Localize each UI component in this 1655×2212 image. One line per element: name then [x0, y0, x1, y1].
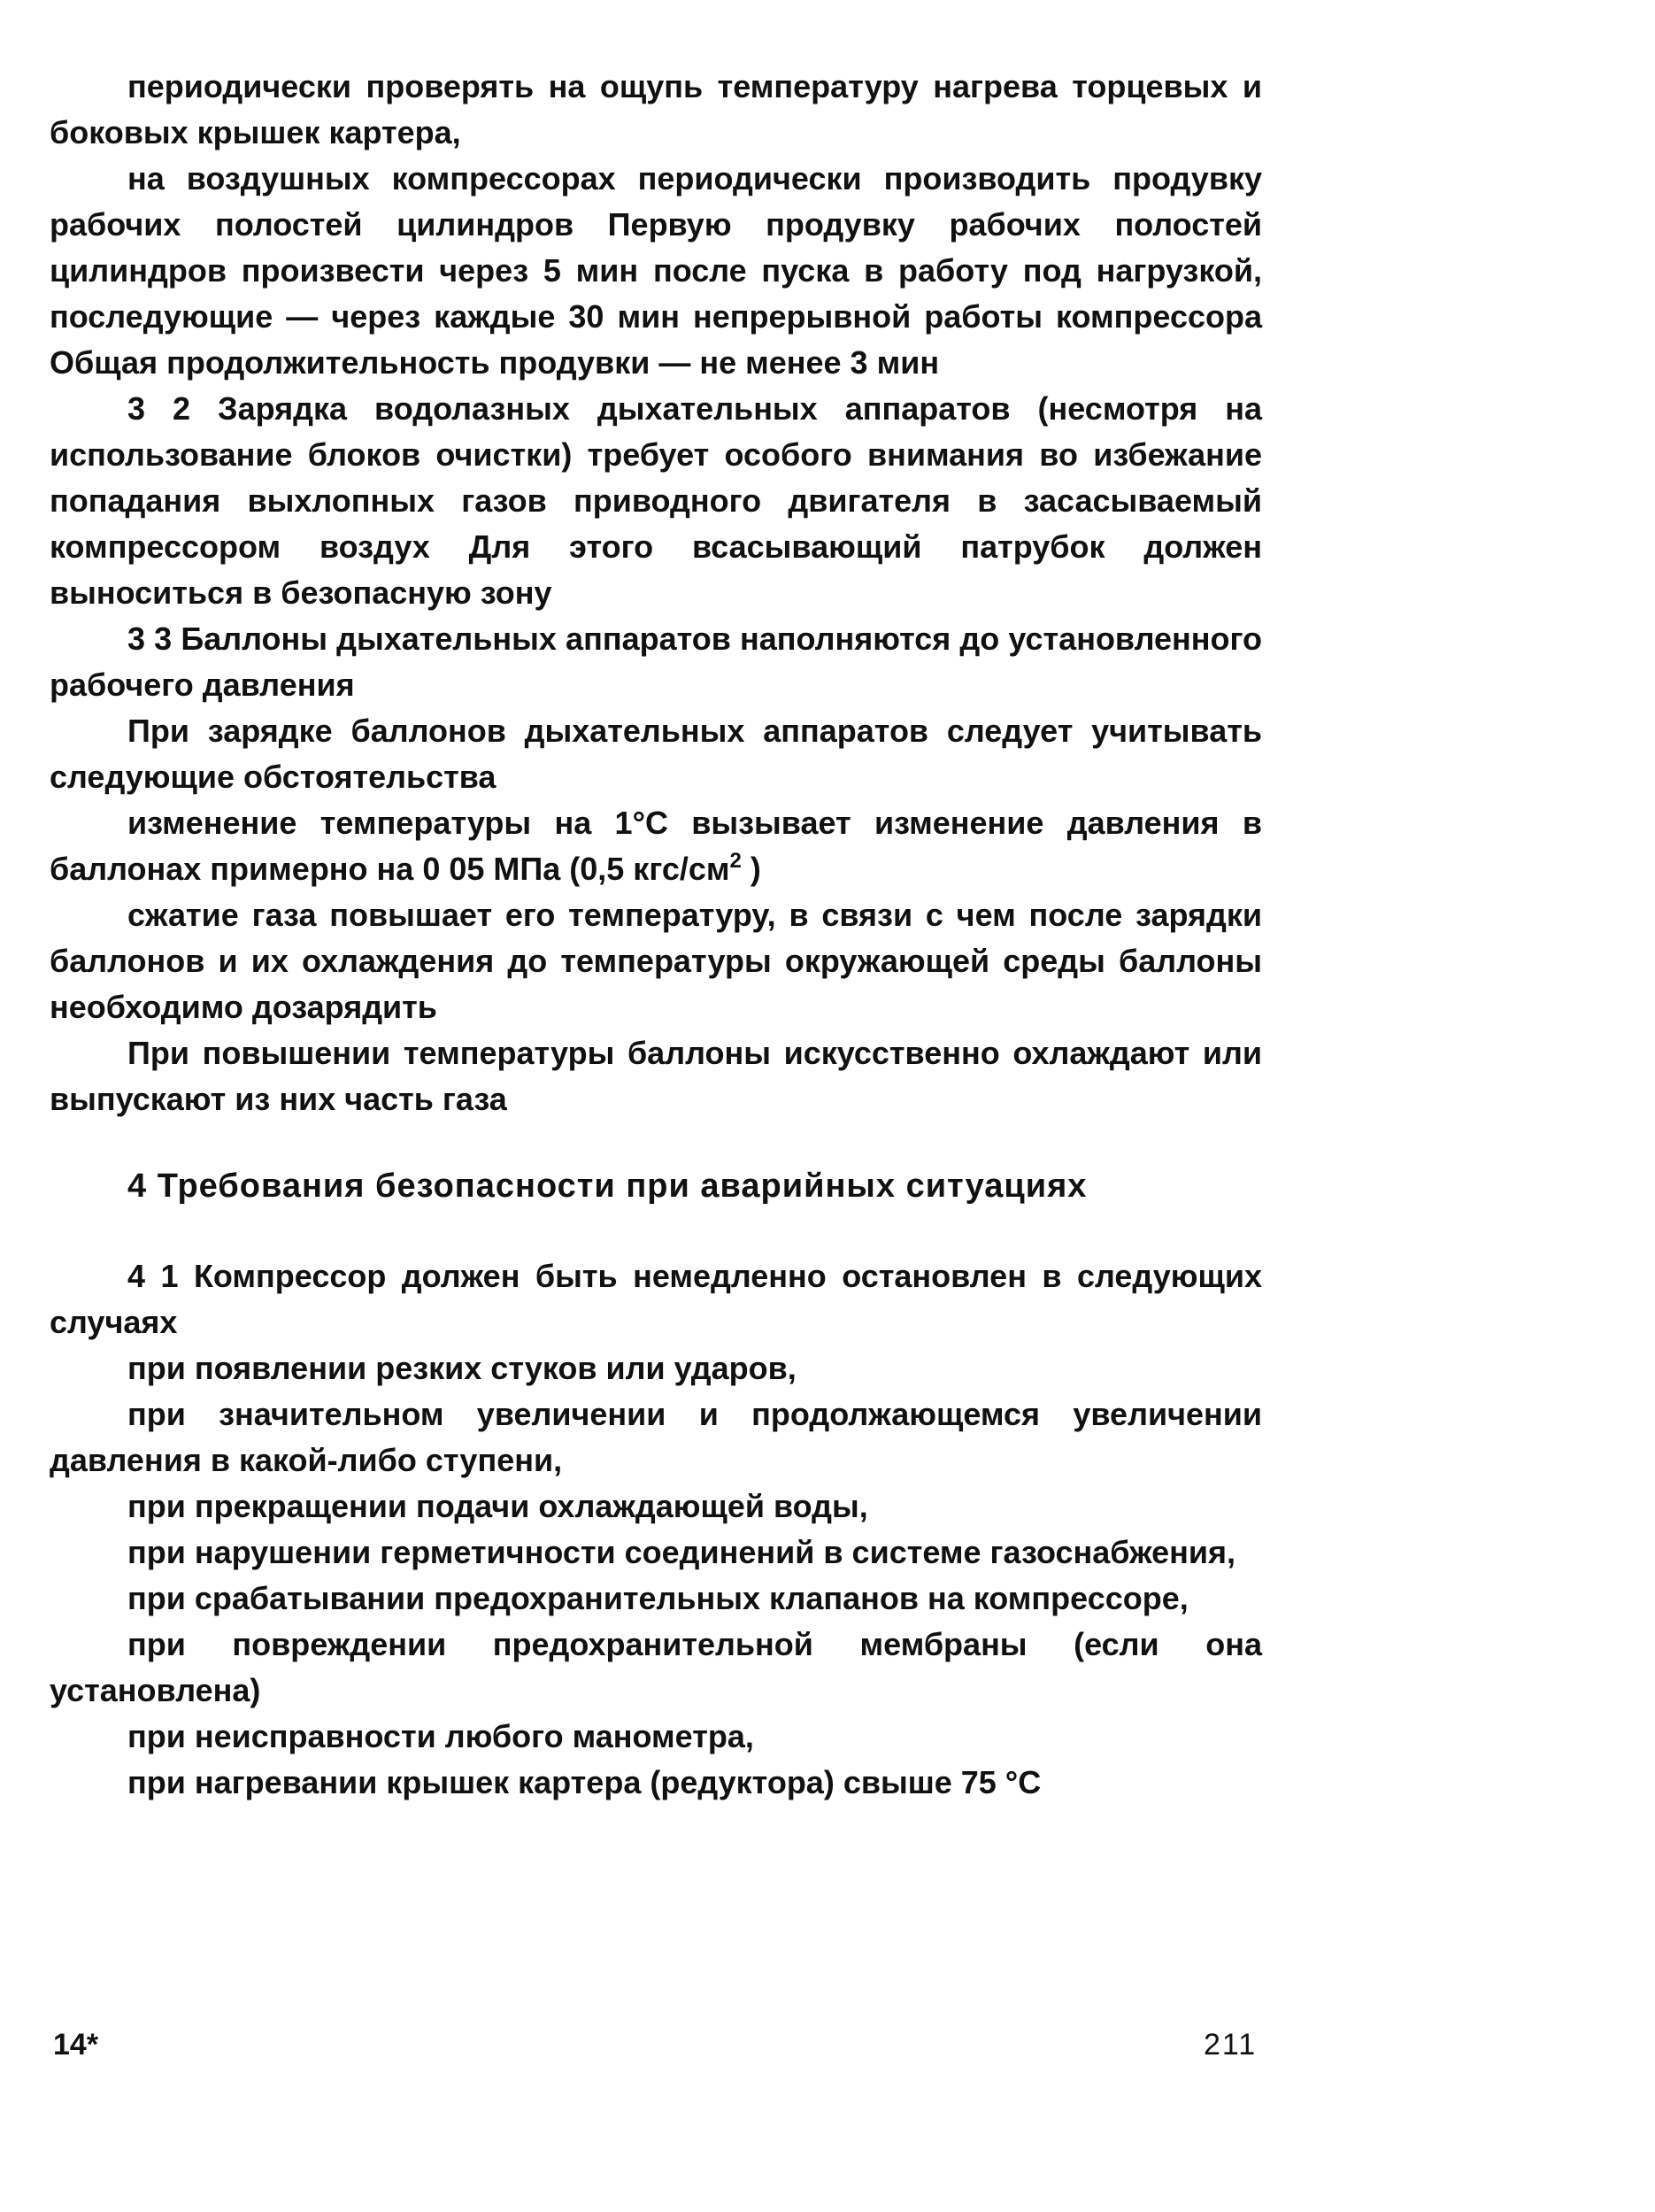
list-item-manometer: при неисправности любого манометра,: [127, 1718, 754, 1754]
paragraph-cooling: При повышении температуры баллоны искусственно охлаждают или выпускают из них часть газа: [50, 1035, 1262, 1117]
paragraph-gas-compression: сжатие газа повышает его температуру, в связи с чем после зарядки баллонов и их охлаждения до температуры окружающей среды баллоны необходимо дозарядить: [50, 897, 1262, 1025]
list-item-knocks: при появлении резких стуков или ударов,: [127, 1350, 797, 1386]
list-item-crankcase-heating: при нагревании крышек картера (редуктора) свыше 75 °С: [127, 1764, 1042, 1800]
superscript-2: 2: [729, 849, 742, 873]
temperature-text: изменение температуры на 1°С вызывает изменение давления в баллонах примерно на 0 05 МПа (0,5 кгс/см: [50, 805, 1262, 887]
paragraph-temperature-pressure: [50, 800, 1262, 892]
list-item-pressure-increase: при значительном увеличении и продолжающемся увеличении давления в какой-либо ступени,: [50, 1396, 1262, 1478]
list-item-leak: при нарушении герметичности соединений в системе газоснабжения,: [127, 1534, 1236, 1570]
paragraph-3-3-cylinders: 3 3 Баллоны дыхательных аппаратов наполняются до установленного рабочего давления: [50, 620, 1262, 703]
document-page: [50, 64, 1262, 1806]
temperature-tail: ): [741, 851, 761, 887]
signature-mark: 14*: [53, 2028, 99, 2062]
paragraph-cylinder-purge: на воздушных компрессорах периодически производить продувку рабочих полостей цилиндров Первую продувку рабочих полостей цилиндров произвести через 5 мин после пуска в работу под нагрузкой, последующие — через каждые 30 мин непрерывной работы компрессора Общая продолжительность продувки — не менее 3 мин: [50, 160, 1262, 381]
list-item-membrane: при повреждении предохранительной мембраны (если она установлена): [50, 1626, 1262, 1708]
paragraph-charging-circumstances: При зарядке баллонов дыхательных аппаратов следует учитывать следующие обстоятельства: [50, 713, 1262, 795]
list-item-cooling-water: при прекращении подачи охлаждающей воды,: [127, 1488, 868, 1524]
list-item-safety-valves: при срабатывании предохранительных клапанов на компрессоре,: [127, 1580, 1189, 1616]
paragraph-3-2-charging: 3 2 Зарядка водолазных дыхательных аппаратов (несмотря на использование блоков очистки) требует особого внимания во избежание попадания выхлопных газов приводного двигателя в засасываемый компрессором воздух Для этого всасывающий патрубок должен выноситься в безопасную зону: [50, 390, 1262, 611]
section-heading-4: 4 Требования безопасности при аварийных ситуациях: [127, 1168, 1088, 1205]
paragraph-4-1-stop: 4 1 Компрессор должен быть немедленно остановлен в следующих случаях: [50, 1258, 1262, 1340]
paragraph-crankcase-check: периодически проверять на ощупь температуру нагрева торцевых и боковых крышек картера,: [50, 68, 1262, 150]
page-number: 211: [1204, 2028, 1258, 2062]
